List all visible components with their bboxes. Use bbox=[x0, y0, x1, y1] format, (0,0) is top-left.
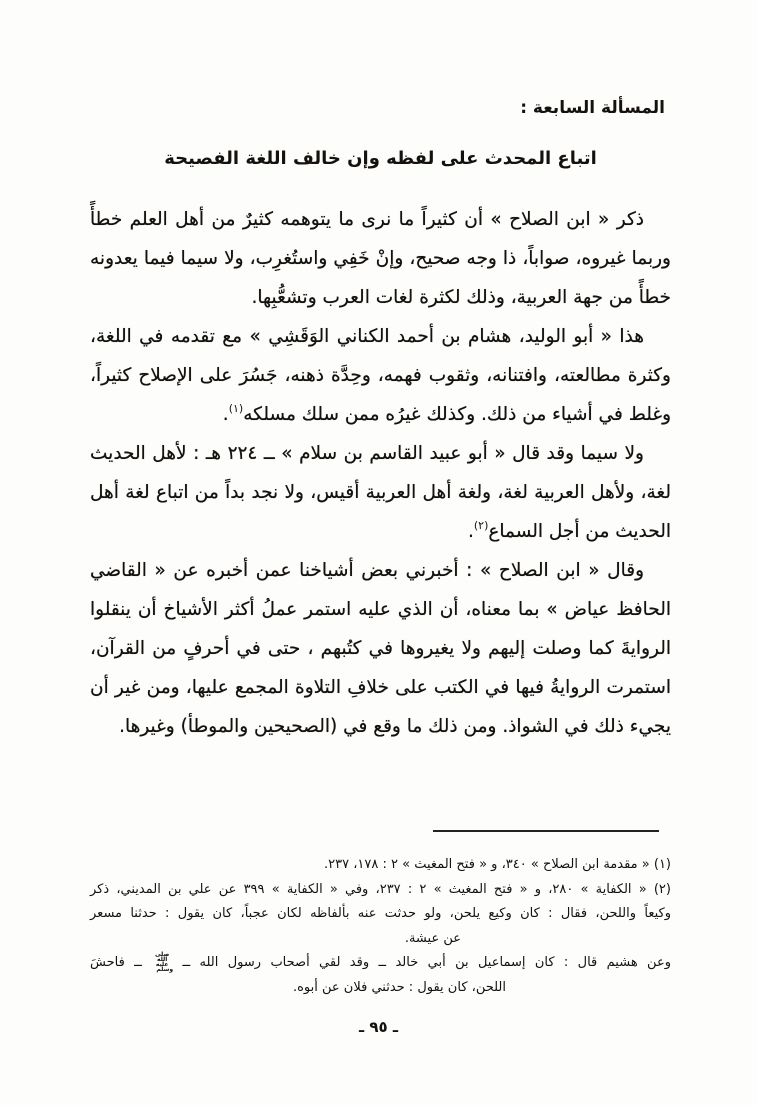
paragraph-2 bbox=[90, 317, 671, 434]
footnote-2-line-4-tail: ــ فاحشَ bbox=[90, 955, 142, 970]
footnote-ref-2: (٢) bbox=[473, 519, 489, 532]
page-number: ـ ٩٥ ـ bbox=[358, 1018, 399, 1036]
paragraph-3-suffix: . bbox=[467, 521, 474, 542]
paragraph-4-text: وقال « ابن الصلاح » : أخبرني بعض أشياخنا عمن أخبره عن « القاضي الحافظ عياض » بما معناه، أن الذي عليه استمر عملُ أكثر الأشياخ أن ينقلوا الروايةَ كما وصلت إليهم ولا يغيروها في كتُبهم ، حتى في أحرفٍ من القرآن، استمرت الروايةُ فيها في الكتب على خلافِ التلاوة المجمع عليها، ومن غير أن يجيء ذلك في الشواذ. ومن ذلك ما وقع في (الصحيحين والموطأ) وغيرها. bbox=[90, 560, 671, 737]
footnote-1: (١) « مقدمة ابن الصلاح » ٣٤٠، و « فتح المغيث » ٢ : ١٧٨، ٢٣٧. bbox=[324, 857, 671, 872]
paragraph-2-suffix: . bbox=[222, 404, 229, 425]
footnote-ref-1: (١) bbox=[228, 402, 244, 415]
paragraph-3 bbox=[90, 434, 671, 551]
footnote-2-line-4 bbox=[90, 951, 671, 976]
paragraph-3-text: ولا سيما وقد قال « أبو عبيد القاسم بن سلام » ــ ٢٢٤ هـ : لأهل الحديث لغة، ولأهل العربية لغة، ولغة أهل العربية أقيس، ولا نجد بداً من اتباع لغة أهل الحديث من أجل السماع bbox=[90, 443, 671, 542]
chapter-title: اتباع المحدث على لفظه وإن خالف اللغة الفصيحة bbox=[164, 148, 597, 169]
section-heading: المسألة السابعة : bbox=[520, 98, 665, 118]
paragraph-2-text: هذا « أبو الوليد، هشام بن أحمد الكناني الوَقَشِي » مع تقدمه في اللغة، وكثرة مطالعته، وافتنانه، وثقوب فهمه، وحِدَّة ذهنه، جَسُرَ على الإصلاح كثيراً، وغلط في أشياء من ذلك. وكذلك غيرُه ممن سلك مسلكه bbox=[90, 326, 671, 425]
salla-ligature: صلى الله عليه وسلم bbox=[154, 951, 174, 973]
footnote-2-line-4-text: وعن هشيم قال : كان إسماعيل بن أبي خالد ــ وقد لقي أصحاب رسول الله ــ bbox=[182, 955, 671, 970]
footnote-2-line-1: (٢) « الكفاية » ٢٨٠، و « فتح المغيث » ٢ : ٢٣٧، وفي « الكفاية » ٣٩٩ عن علي بن المديني، ذكر bbox=[90, 881, 671, 897]
body-text bbox=[90, 200, 671, 746]
footnote-2-line-3: عن عيشة. bbox=[404, 930, 461, 946]
footnotes-section bbox=[90, 853, 671, 1000]
paragraph-4 bbox=[90, 551, 671, 746]
paragraph-1 bbox=[90, 200, 671, 317]
paragraph-1-text: ذكر « ابن الصلاح » أن كثيراً ما نرى ما يتوهمه كثيرٌ من أهل العلم خطأً وربما غيروه، صواباً، ذا وجه صحيح، وإنْ خَفِي واستُغرِب، ولا سيما فيما يعدونه خطأً من جهة العربية، وذلك لكثرة لغات العرب وتشعُّبِها. bbox=[90, 209, 671, 308]
footnote-2-line-5: اللحن، كان يقول : حدثني فلان عن أبوه. bbox=[292, 979, 506, 995]
footnote-separator bbox=[433, 830, 659, 832]
footnote-2-line-2: وكيعاً واللحن، فقال : كان وكيع يلحن، ولو حدثت عنه بألفاظه لكان عجباً، كان يقول : حدثنا مسعر bbox=[90, 906, 671, 921]
